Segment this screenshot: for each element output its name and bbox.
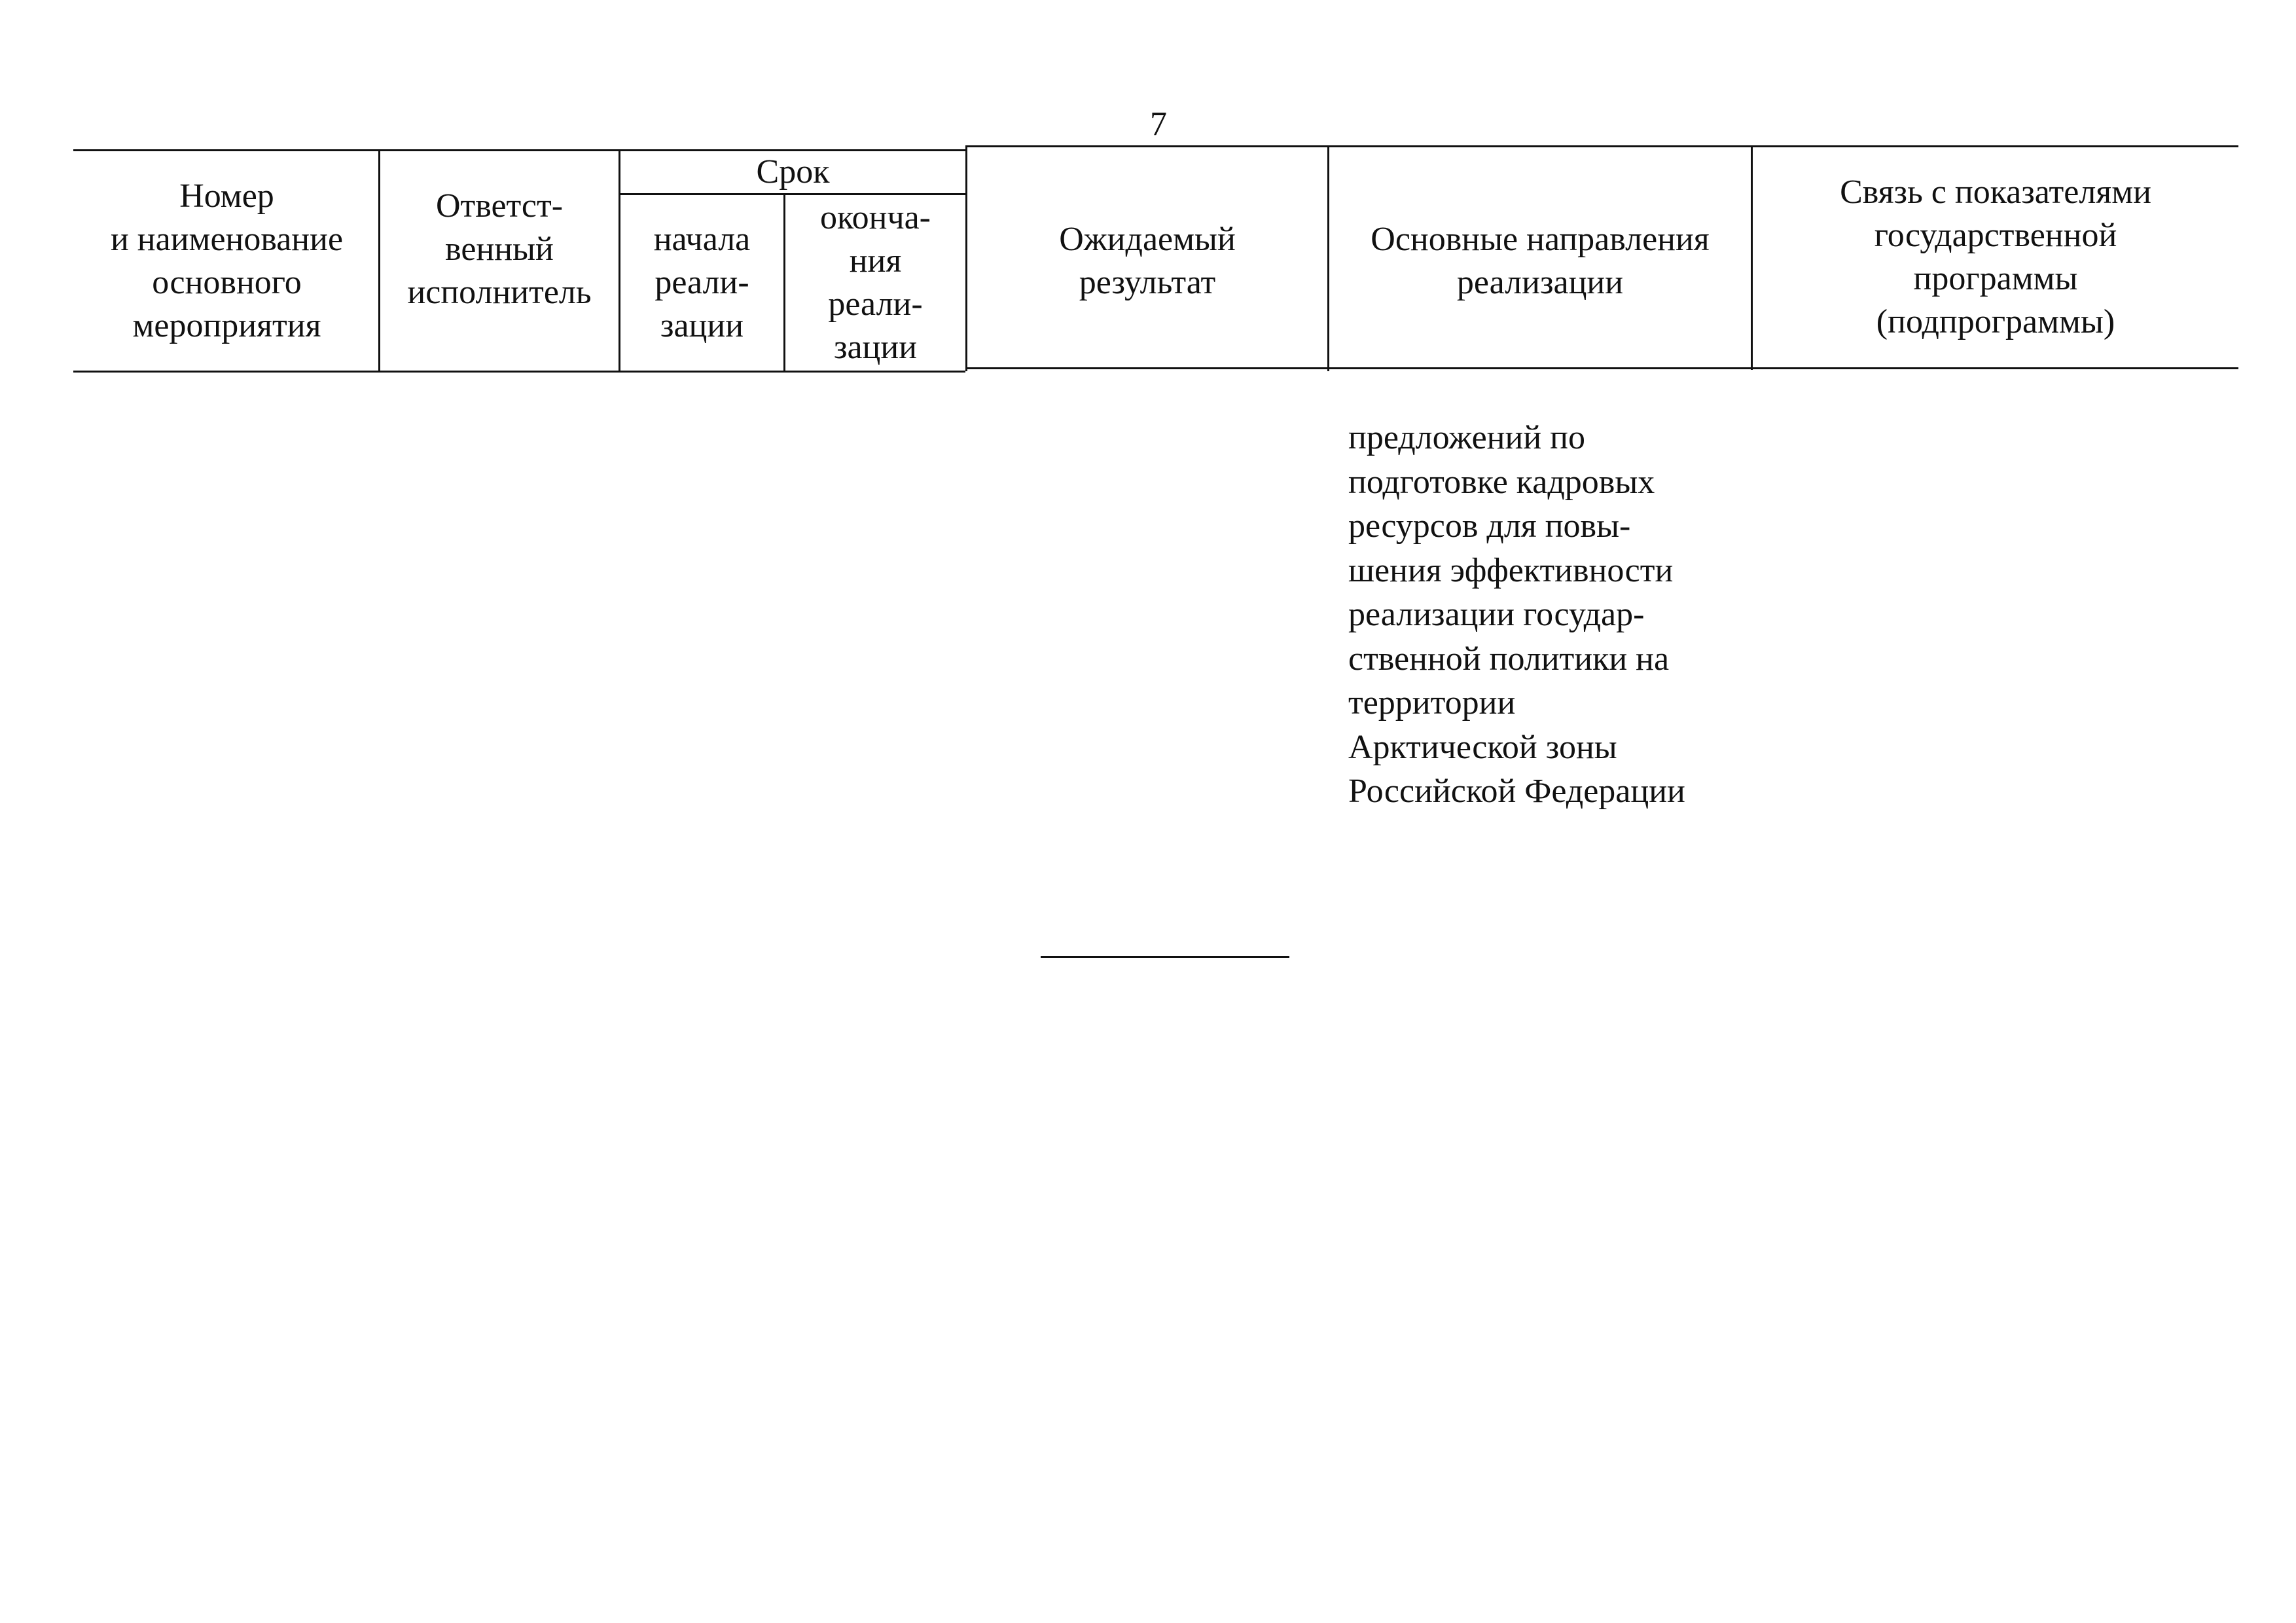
header-responsible bbox=[380, 151, 619, 348]
table-bottom-border-left bbox=[73, 371, 965, 373]
continued-text-line: подготовке кадровых bbox=[1348, 463, 1655, 501]
header-link-indicators bbox=[1753, 147, 2238, 367]
header-link-indicators-line: Связь с показателями bbox=[1840, 173, 2151, 211]
header-main-directions-line: Основные направления bbox=[1371, 220, 1710, 258]
header-end-line: ния bbox=[849, 242, 902, 280]
header-link-indicators-line: программы bbox=[1913, 260, 2078, 297]
page-number: 7 bbox=[1150, 105, 1167, 143]
header-end-line: реали- bbox=[828, 285, 923, 323]
header-responsible-line: Ответст- bbox=[435, 187, 564, 225]
header-main-directions bbox=[1329, 151, 1751, 371]
main-directions-continued-text bbox=[1348, 416, 1754, 814]
continued-text-line: шения эффективности bbox=[1348, 551, 1674, 589]
header-expected-result-line: Ожидаемый bbox=[1059, 220, 1236, 258]
header-event-name-line: мероприятия bbox=[132, 306, 321, 344]
header-end-line: зации bbox=[833, 329, 918, 366]
header-srok bbox=[620, 151, 965, 193]
header-link-indicators-line: (подпрограммы) bbox=[1876, 303, 2115, 340]
header-end bbox=[785, 195, 965, 371]
continued-text-line: ресурсов для повы- bbox=[1348, 507, 1631, 545]
end-of-document-rule bbox=[1041, 956, 1289, 958]
continued-text-line: ственной политики на bbox=[1348, 640, 1670, 678]
header-expected-result bbox=[967, 151, 1327, 371]
header-start-line: зации bbox=[660, 307, 744, 344]
header-main-directions-line: реализации bbox=[1456, 263, 1624, 301]
header-event-name bbox=[75, 151, 378, 371]
continued-text-line: предложений по bbox=[1348, 419, 1585, 456]
continued-text-line: Российской Федерации bbox=[1348, 773, 1685, 810]
header-responsible-line: исполнитель bbox=[407, 274, 592, 311]
header-start-line: реали- bbox=[655, 264, 749, 301]
header-event-name-line: и наименование bbox=[110, 220, 344, 258]
header-expected-result-line: результат bbox=[1079, 263, 1216, 301]
header-event-name-line: основного bbox=[152, 263, 302, 301]
continued-text-line: реализации государ- bbox=[1348, 596, 1645, 633]
continued-text-line: Арктической зоны bbox=[1348, 728, 1617, 766]
continued-text-line: территории bbox=[1348, 684, 1516, 721]
header-start bbox=[620, 195, 783, 371]
header-srok-label: Срок bbox=[756, 153, 830, 191]
header-link-indicators-line: государственной bbox=[1874, 217, 2117, 254]
header-responsible-line: венный bbox=[445, 230, 554, 268]
header-end-line: оконча- bbox=[820, 199, 931, 236]
header-start-line: начала bbox=[653, 221, 751, 258]
header-event-name-line: Номер bbox=[179, 177, 274, 215]
